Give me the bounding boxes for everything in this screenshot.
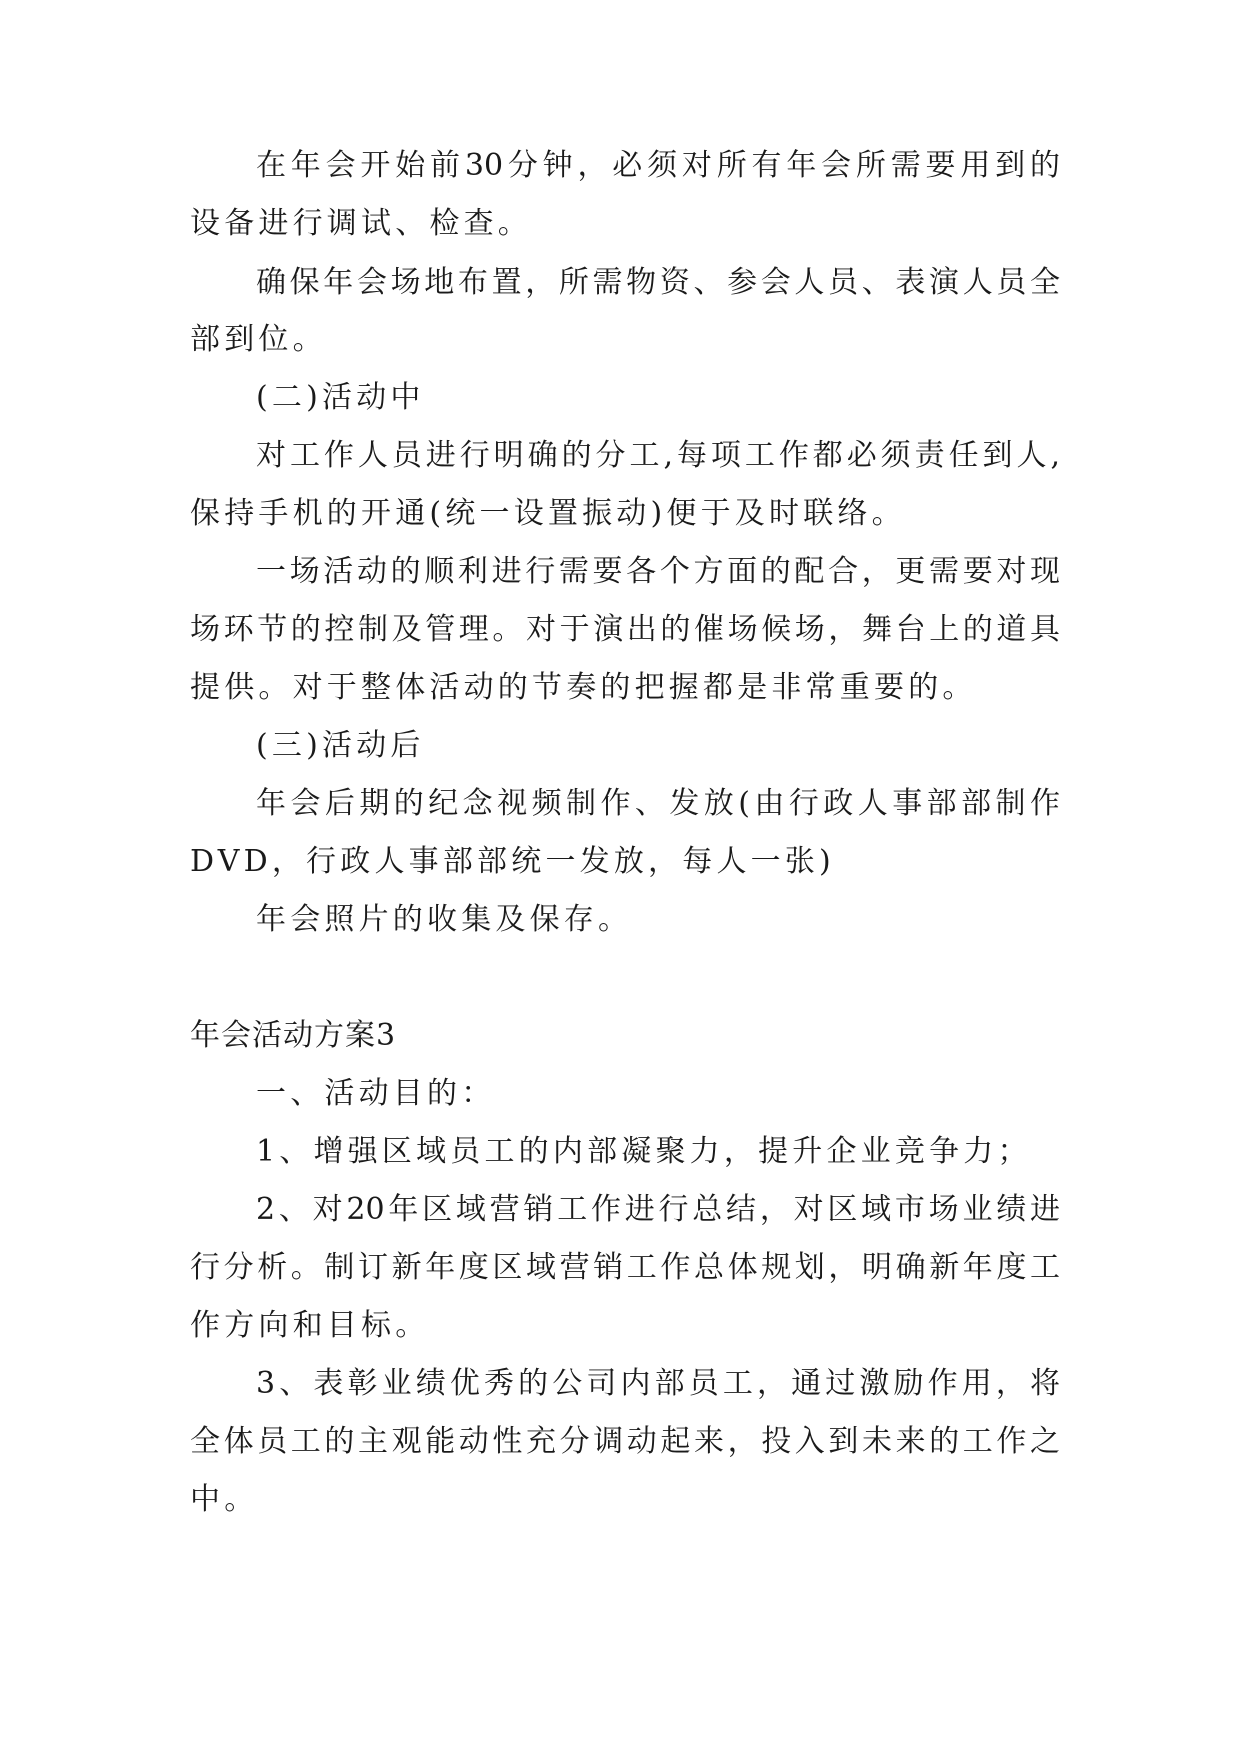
paragraph-line: 一场活动的顺利进行需要各个方面的配合，更需要对现 [256,554,1060,589]
section-heading: 一、活动目的： [256,1076,496,1111]
list-item: 1、增强区域员工的内部凝聚力，提升企业竞争力； [256,1134,1032,1169]
paragraph-line: 设备进行调试、检查。 [190,206,532,241]
paragraph-line: 确保年会场地布置，所需物资、参会人员、表演人员全 [256,265,1060,300]
paragraph-line: 对工作人员进行明确的分工,每项工作都必须责任到人, [256,438,1060,473]
paragraph-line: 年会照片的收集及保存。 [256,902,633,937]
paragraph-line: 全体员工的主观能动性充分调动起来，投入到未来的工作之 [190,1424,1060,1459]
section-heading: (三)活动后 [256,728,425,763]
paragraph-line: 提供。对于整体活动的节奏的把握都是非常重要的。 [190,670,977,705]
paragraph-line: 场环节的控制及管理。对于演出的催场候场，舞台上的道具 [190,612,1060,647]
paragraph-line: 行分析。制订新年度区域营销工作总体规划，明确新年度工 [190,1250,1060,1285]
paragraph-line: 中。 [190,1482,259,1517]
paragraph-line: 作方向和目标。 [190,1308,430,1343]
paragraph-line: 部到位。 [190,322,327,357]
paragraph-line: 保持手机的开通(统一设置振动)便于及时联络。 [190,496,906,531]
list-item: 3、表彰业绩优秀的公司内部员工，通过激励作用，将 [256,1366,1060,1401]
paragraph-line: DVD，行政人事部部统一发放，每人一张) [190,844,835,879]
section-heading: (二)活动中 [256,380,425,415]
paragraph-line: 年会后期的纪念视频制作、发放(由行政人事部部制作 [256,786,1060,821]
paragraph-line: 在年会开始前30分钟，必须对所有年会所需要用到的 [256,148,1060,183]
list-item: 2、对20年区域营销工作进行总结，对区域市场业绩进 [256,1192,1060,1227]
document-title: 年会活动方案3 [190,1018,397,1053]
